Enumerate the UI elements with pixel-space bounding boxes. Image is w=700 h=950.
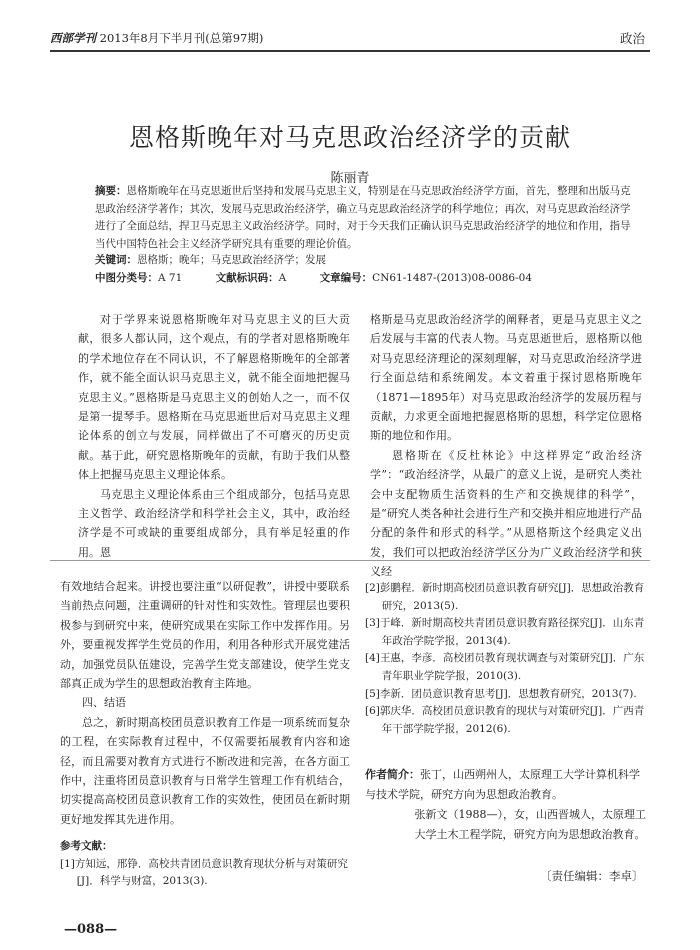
responsible-editor: 〔责任编辑：李卓〕 [540,869,644,883]
abstract-text: 恩格斯晚年在马克思逝世后坚持和发展马克思主义，特别是在马克思政治经济学方面，首先，整理和出版马克思政治经济学著作；其次，发展马克思政治经济学，确立马克思政治经济学的科学地位；再次，对马克思政治经济学进行了全面总结，捍卫马克思主义政治经济学。同时，对于今天我们正确认识马克思政治经济学的地位和作用，指导当代中国特色社会主义经济学研究具有重要的理论价值。 [95,185,631,250]
paragraph: 对于学界来说恩格斯晚年对马克思主义的巨大贡献，很多人都认同，这个观点，有的学者对恩格斯晚年的学术地位存在不同认识，不了解恩格斯晚年的全部著作，就不能全面认识马克思主义，就不能全面地把握马克思主义。”恩格斯是马克思主义的创始人之一，而不仅是第一提琴手。恩格斯在马克思逝世后对马克思主义理论体系的创立与发展，同样做出了不可磨灭的历史贡献。基于此，研究恩格斯晚年的贡献，有助于我们从整体上把握马克思主义理论体系。 [78,313,350,482]
doc-code-label: 文献标识码： [215,272,279,284]
author-info [365,765,647,845]
paragraph: 总之，新时期高校团员意识教育工作是一项系统而复杂的工程，在实际教育过程中，不仅需要拓展教育内容和途径，而且需要对教育方式进行不断改进和完善，在各方面工作中，注重将团员意识教育与日常学生管理工作有机结合，切实提高高校团员意识教育工作的实效性，使团员在新时期更好地发挥其先进作用。 [60,715,350,826]
author-info-text: 张丁，山西朔州人，太原理工大学计算机科学与技术学院，研究方向为思想政治教育。 [365,768,640,801]
reference-item: [4]王惠，李彦．高校团员教育现状调查与对策研究[J]．广东青年职业学院学报，2010(3). [365,652,645,682]
classification-line [95,270,655,288]
paragraph: 有效地结合起来。讲授也要注重“以研促教”，讲授中要联系当前热点问题，注重调研的针对性和实效性。管理层也要积极参与到研究中来，使研究成果在实际工作中发挥作用。另外，要重视发挥学生党员的作用，利用各种形式开展党建活动，加强党员队伍建设，完善学生党支部建设，使学生党支部真正成为学生的思想政治教育主阵地。 [60,580,350,691]
paragraph: 马克思主义理论体系由三个组成部分，包括马克思主义哲学、政治经济学和科学社会主义，其中，政治经济学是不可或缺的重要组成部分，具有举足轻重的作用。恩 [78,487,350,559]
journal-issue: 2013年8月下半月刊(总第97期) [99,31,264,45]
class-value: A 71 [158,272,183,284]
page-number: —088— [64,922,118,937]
abstract-label: 摘要： [95,185,127,197]
author-info-text: 张新文（1988—），女，山西晋城人，太原理工大学土木工程学院，研究方向为思想政治教育。 [414,808,646,841]
header-rule [50,50,650,52]
abstract [95,183,635,253]
section-divider [50,560,650,561]
reference-item: [2]彭鹏程．新时期高校团员意识教育研究[J]．思想政治教育研究，2013(5). [365,582,645,612]
references-title: 参考文献： [60,840,113,852]
section-label: 政治 [620,31,646,46]
section-heading: 四、结语 [82,696,126,710]
article-author: 陈丽青 [330,171,370,186]
reference-item: [3]于峰．新时期高校共青团员意识教育路径探究[J]．山东青年政治学院学报，2013(4). [365,617,645,647]
bottom-left-column [60,577,350,829]
journal-header [50,30,263,46]
class-label: 中图分类号： [95,272,158,284]
keywords-label: 关键词： [95,254,137,266]
article-title: 恩格斯晚年对马克思政治经济学的贡献 [128,123,571,152]
top-right-column [370,310,642,582]
paragraph: 格斯是马克思政治经济学的阐释者，更是马克思主义之后发展与丰富的代表人物。马克思逝世后，恩格斯以他对马克思经济理论的深刻理解，对马克思政治经济学进行全面总结和系统阐发。本文着重于探讨恩格斯晚年（1871—1895年）对马克思政治经济学的发展历程与贡献，力求更全面地把握恩格斯的思想，科学定位恩格斯的地位和作用。 [370,313,642,443]
keywords [95,252,635,270]
keywords-text: 恩格斯；晚年；马克思政治经济学；发展 [137,254,326,266]
top-left-column [78,310,350,562]
author-info-label: 作者简介： [365,768,420,781]
references-right [365,580,645,738]
references-left [60,838,350,891]
journal-name: 西部学刊 [50,31,96,45]
reference-item: [6]郭庆华．高校团员意识教育的现状与对策研究[J]．广西青年干部学院学报，2012(6). [365,705,645,735]
article-no-label: 文章编号： [319,272,373,284]
doc-code-value: A [278,272,287,284]
paragraph: 恩格斯在《反杜林论》中这样界定“政治经济学”：“政治经济学，从最广的意义上说，是研究人类社会中支配物质生活资料的生产和交换规律的科学”，是“研究人类各种社会进行生产和交换并相应地进行产品分配的条件和形式的科学。”从恩格斯这个经典定义出发，我们可以把政治经济学区分为广义政治经济学和狭义经 [370,448,642,579]
article-no-value: CN61-1487-(2013)08-0086-04 [372,272,533,284]
reference-item: [5]李新．团员意识教育思考[J]．思想教育研究，2013(7). [365,687,637,700]
reference-item: [1]方知远，邢铮．高校共青团员意识教育现状分析与对策研究[J]．科学与财富，2013(3). [60,857,348,888]
